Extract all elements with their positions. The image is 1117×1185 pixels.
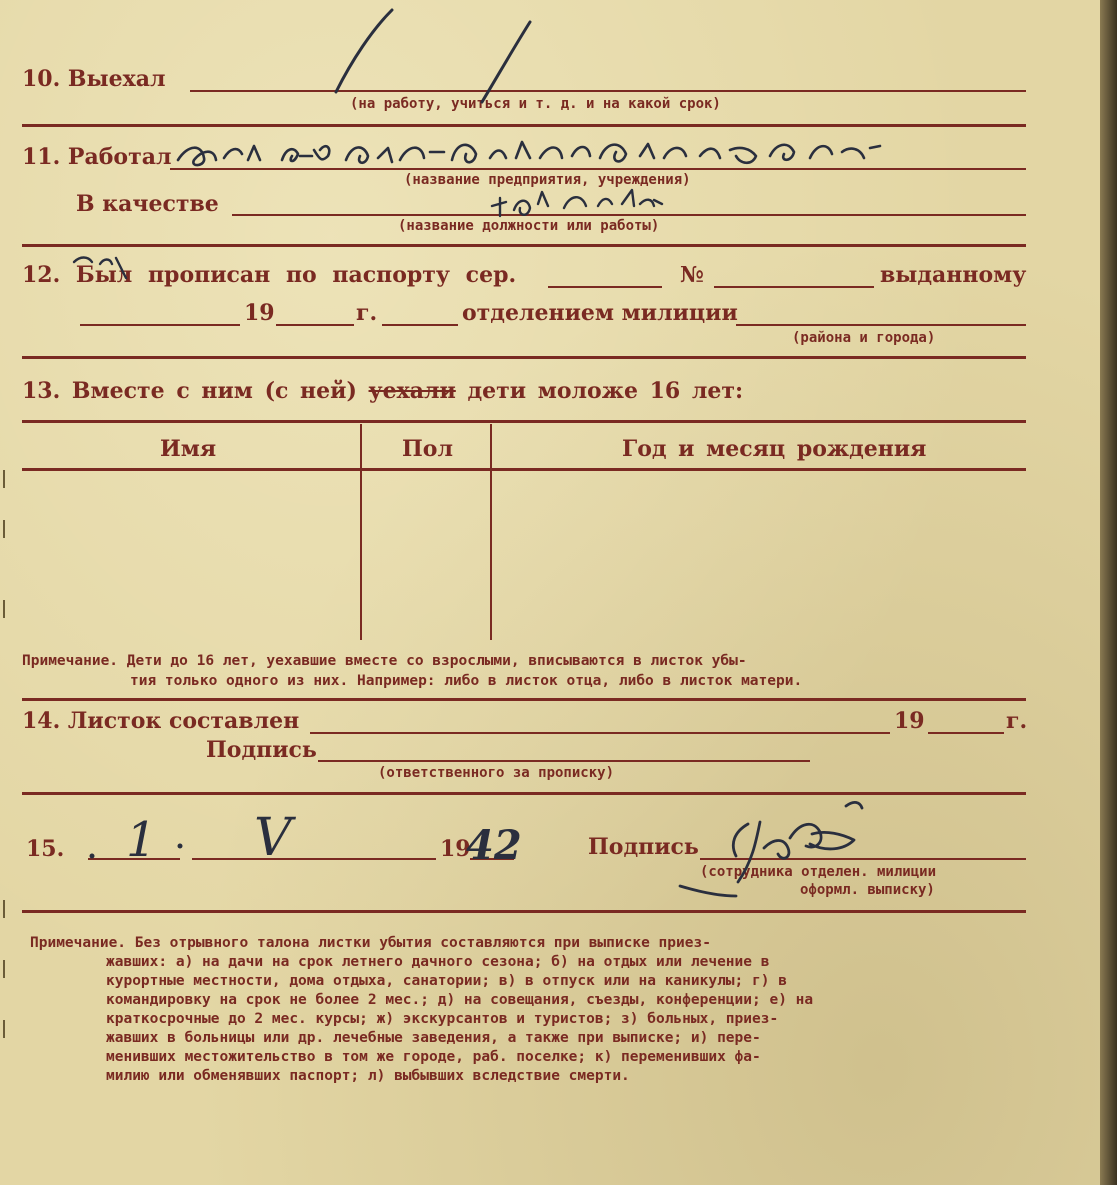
bottom-note-line: милию или обменявших паспорт; л) выбывших вследствие смерти.: [106, 1068, 630, 1084]
item11-field-line[interactable]: [170, 168, 1026, 170]
item12-year-prefix: 19: [244, 300, 275, 326]
handwritten-year-suffix: 42: [466, 822, 522, 869]
table-header-rule: [22, 468, 1026, 471]
item15-signature-label: Подпись: [588, 834, 699, 860]
table-header-name: Имя: [160, 436, 217, 462]
item15-month-line[interactable]: [192, 858, 436, 860]
section-divider: [22, 792, 1026, 795]
perforation-mark: [3, 600, 5, 618]
perforation-mark: [3, 960, 5, 978]
item11-quality-label: В качестве: [76, 191, 219, 217]
section-divider: [22, 244, 1026, 247]
item14-caption: (ответственного за прописку): [378, 765, 615, 781]
item12-series-line[interactable]: [548, 286, 662, 288]
handwritten-month: V: [254, 808, 292, 868]
item12-caption: (района и города): [792, 330, 936, 346]
item11-label: 11. Работал: [22, 144, 172, 170]
handwritten-position: [492, 190, 662, 216]
item14-year-prefix: 19: [894, 708, 925, 734]
perforation-mark: [3, 470, 5, 488]
item11-caption-enterprise: (название предприятия, учреждения): [404, 172, 691, 188]
bottom-note-line: курортные местности, дома отдыха, санатории; в) в отпуск или на каникулы; г) в: [106, 973, 787, 989]
table-header-birth: Год и месяц рождения: [622, 436, 927, 462]
item13-note-line2: тия только одного из них. Например: либо в листок отца, либо в листок матери.: [130, 673, 803, 689]
bottom-note-line: Примечание. Без отрывного талона листки убытия составляются при выписке приез-: [30, 935, 711, 951]
item13-label-before: 13. Вместе с ним (с ней): [22, 378, 357, 404]
bottom-note-line: краткосрочные до 2 мес. курсы; ж) экскурсантов и туристов; з) больных, приез-: [106, 1011, 779, 1027]
perforation-mark: [3, 900, 5, 918]
item12-issued-label: выданному: [880, 262, 1027, 288]
table-row-empty[interactable]: [22, 472, 1026, 640]
item13-label-struck: уехали: [368, 378, 456, 404]
item15-caption1: (сотрудника отделен. милиции: [700, 864, 937, 880]
bottom-note-line: жавших: а) на дачи на срок летнего дачного сезона; б) на отдых или лечение в: [106, 954, 770, 970]
item10-label: 10. Выехал: [22, 66, 166, 92]
item14-signature-line[interactable]: [318, 760, 810, 762]
item15-signature-line[interactable]: [700, 858, 1026, 860]
handwritten-dot: [178, 844, 183, 849]
table-top-rule: [22, 420, 1026, 423]
item12-police-line[interactable]: [736, 324, 1026, 326]
section-divider: [22, 698, 1026, 701]
perforation-mark: [3, 1020, 5, 1038]
item12-police-label: отделением милиции: [462, 300, 738, 326]
item12-number-label: №: [680, 262, 704, 288]
item13-label-after: дети моложе 16 лет:: [467, 378, 744, 404]
item15-caption2: оформл. выписку): [800, 882, 935, 898]
bottom-note-line: жавших в больницы или др. лечебные заведения, а также при выписке; и) пере-: [106, 1030, 761, 1046]
item15-year-prefix: 19: [440, 836, 471, 862]
item14-signature-label: Подпись: [206, 737, 317, 763]
section-divider: [22, 910, 1026, 913]
handwritten-slash: [336, 10, 392, 92]
item14-label: 14. Листок составлен: [22, 708, 300, 734]
item11-caption-position: (название должности или работы): [398, 218, 660, 234]
item13-note-line1: Примечание. Дети до 16 лет, уехавшие вместе со взрослыми, вписываются в листок убы-: [22, 653, 747, 669]
section-divider: [22, 356, 1026, 359]
handwritten-workplace: [178, 142, 880, 165]
item12-extra-line[interactable]: [382, 324, 458, 326]
item11-quality-line[interactable]: [232, 214, 1026, 216]
table-header-sex: Пол: [402, 436, 453, 462]
item10-caption: (на работу, учиться и т. д. и на какой срок): [350, 96, 721, 112]
item14-date-line[interactable]: [310, 732, 890, 734]
item14-year-line[interactable]: [928, 732, 1004, 734]
item13-label: [22, 378, 743, 404]
item12-date-line[interactable]: [80, 324, 240, 326]
item12-year-suffix: г.: [356, 300, 378, 326]
item14-year-suffix: г.: [1006, 708, 1028, 734]
page-edge: [1100, 0, 1117, 1185]
bottom-note-line: менивших местожительство в том же городе, раб. поселке; к) переменивших фа-: [106, 1049, 761, 1065]
item10-field-line[interactable]: [190, 90, 1026, 92]
perforation-mark: [3, 520, 5, 538]
bottom-note: [22, 934, 1052, 1086]
bottom-note-line: командировку на срок не более 2 мес.; д) на совещания, съезды, конференции; е) на: [106, 992, 814, 1008]
handwritten-day: 1: [126, 812, 157, 868]
item15-label: 15.: [26, 836, 65, 862]
item12-year-line[interactable]: [276, 324, 354, 326]
item12-number-line[interactable]: [714, 286, 874, 288]
item12-label: 12. Был прописан по паспорту сер.: [22, 262, 517, 288]
section-divider: [22, 124, 1026, 127]
